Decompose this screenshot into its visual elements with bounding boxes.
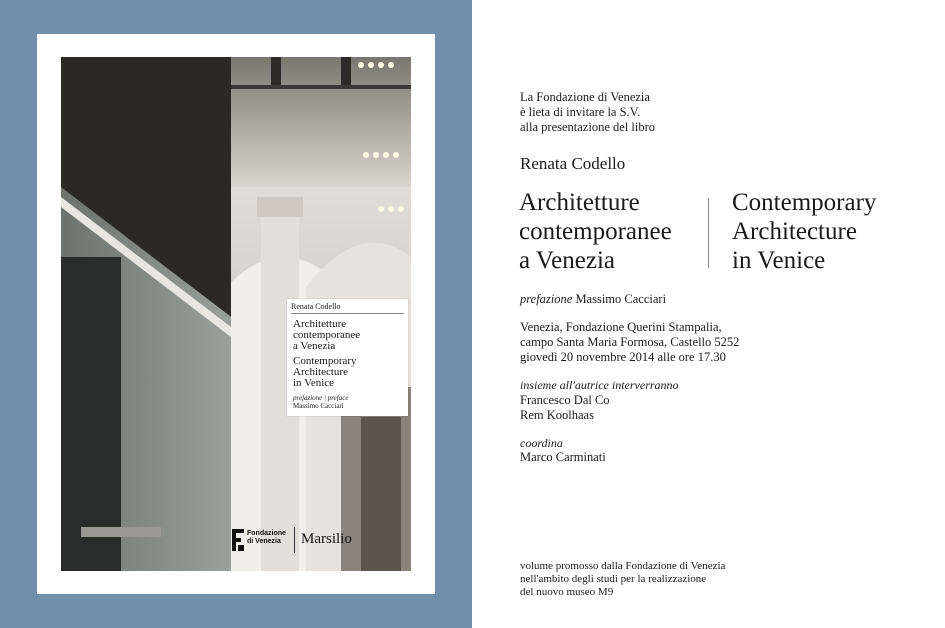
book-title-en: Contemporary Architecture in Venice <box>732 189 877 274</box>
fondazione-logo-text: Fondazione di Venezia <box>247 530 286 545</box>
speakers-label: insieme all'autrice interverranno <box>520 378 679 392</box>
cover-title-en: Contemporary Architecture in Venice <box>293 355 357 389</box>
book-cover <box>37 34 435 594</box>
preface-label: prefazione <box>520 292 573 306</box>
logo-divider <box>294 527 295 553</box>
coordinator-label: coordina <box>520 436 563 450</box>
cover-photo <box>61 57 411 571</box>
invitation-intro: La Fondazione di Venezia è lieta di invitare la S.V. alla presentazione del libro <box>520 90 656 134</box>
cover-preface-label: prefazione | preface <box>293 394 349 402</box>
footer-note: volume promosso dalla Fondazione di Venezia nell'ambito degli studi per la realizzazione del nuovo museo M9 <box>520 560 726 598</box>
cover-preface-name: Massimo Cacciari <box>293 402 344 410</box>
preface-line <box>520 292 666 307</box>
title-divider <box>708 198 709 268</box>
speaker-name: Francesco Dal Co <box>520 393 610 407</box>
cover-title-label <box>287 299 408 416</box>
preface-name: Massimo Cacciari <box>575 292 667 306</box>
invitation-panel <box>472 0 945 628</box>
marsilio-logo-text: Marsilio <box>301 531 352 547</box>
cover-divider <box>291 313 404 314</box>
publisher-logos <box>61 519 411 571</box>
fondazione-logo-icon <box>232 529 244 551</box>
speaker-name: Rem Koolhaas <box>520 408 594 422</box>
event-venue: Venezia, Fondazione Querini Stampalia, campo Santa Maria Formosa, Castello 5252 giovedì 20 novembre 2014 alle ore 17.30 <box>520 320 740 364</box>
cover-author: Renata Codello <box>291 302 341 311</box>
speakers-list <box>520 393 610 423</box>
cover-title-it: Architetture contemporanee a Venezia <box>293 318 361 352</box>
side-panel <box>0 0 472 628</box>
coordinator-name: Marco Carminati <box>520 450 606 464</box>
book-author: Renata Codello <box>520 154 626 173</box>
book-title-it: Architetture contemporanee a Venezia <box>519 189 672 274</box>
